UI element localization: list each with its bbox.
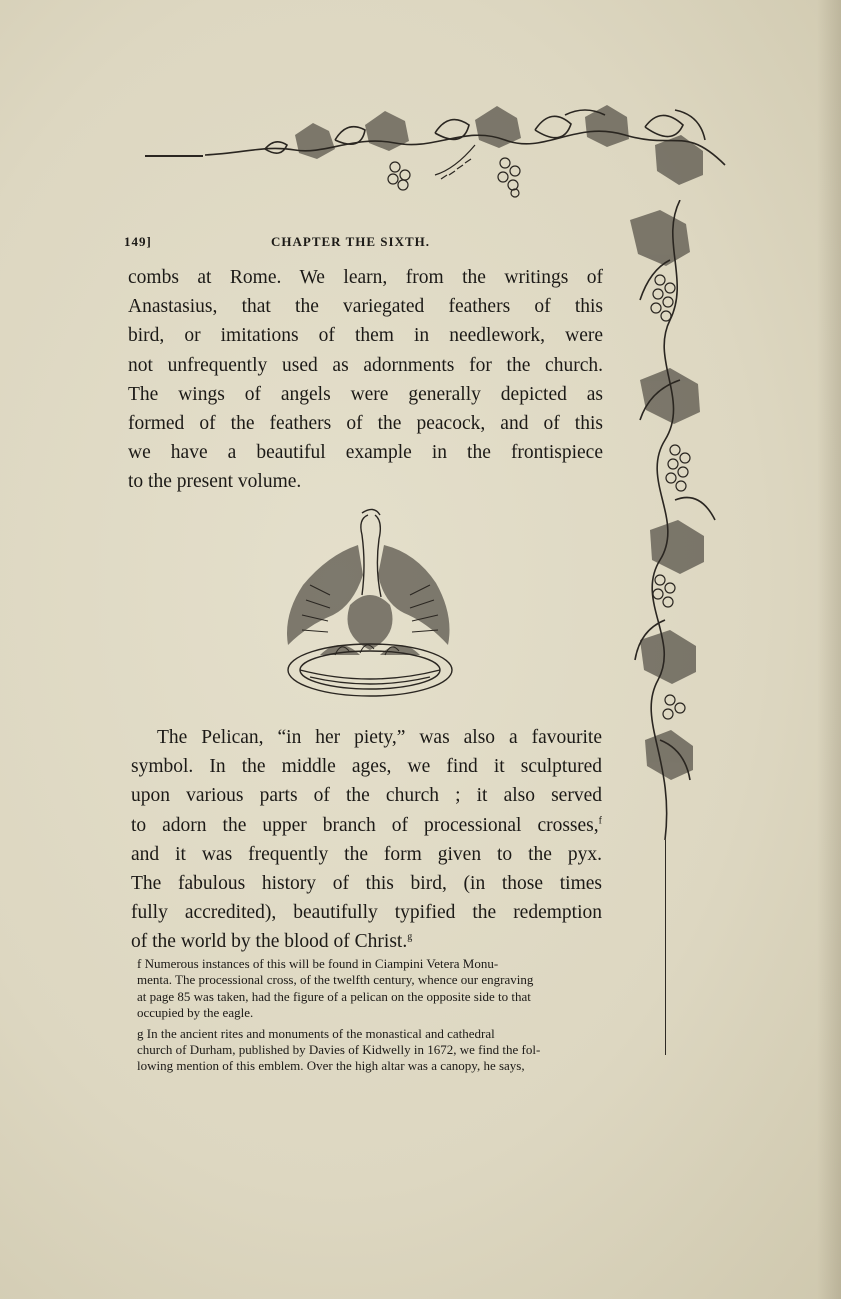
chapter-title: CHAPTER THE SIXTH. — [271, 234, 430, 249]
footnote-line: occupied by the eagle. — [137, 1005, 254, 1021]
footnote-line: f Numerous instances of this will be found in Ciampini Vetera Monu- — [137, 956, 499, 971]
text-line: we have a beautiful example in the frontispiece — [128, 442, 603, 464]
page-number: 149] — [124, 234, 152, 249]
footnote-line: at page 85 was taken, had the figure of a pelican on the opposite side to that — [137, 988, 531, 1004]
footnote-mark-f: f — [598, 815, 602, 827]
text-line: upon various parts of the church ; it also served — [131, 785, 602, 807]
text-line: The fabulous history of this bird, (in those times — [131, 873, 602, 895]
text-segment: of the world by the blood of Christ. — [131, 931, 408, 953]
side-rule — [665, 840, 666, 1055]
footnotes — [137, 956, 602, 1075]
text-line: combs at Rome. We learn, from the writings of — [128, 267, 603, 288]
text-line: formed of the feathers of the peacock, and of this — [128, 413, 603, 435]
text-line: The wings of angels were generally depicted as — [128, 383, 603, 405]
footnote-line: lowing mention of this emblem. Over the high altar was a canopy, he says, — [137, 1058, 525, 1074]
text-line: to the present volume. — [128, 471, 302, 493]
text-line — [131, 927, 602, 956]
running-head — [124, 234, 594, 254]
text-line — [131, 811, 602, 840]
paragraph-peacock — [128, 263, 603, 497]
pelican-in-her-piety-icon — [280, 505, 460, 705]
grapevine-side-border-icon — [620, 200, 730, 840]
text-line: fully accredited), beautifully typified the redemption — [131, 902, 602, 924]
footnote-mark-g: g — [407, 931, 413, 943]
text-line: Anastasius, that the variegated feathers of this — [128, 296, 603, 318]
footnote-line: menta. The processional cross, of the twelfth century, whence our engraving — [137, 972, 534, 988]
footnote-line: church of Durham, published by Davies of Kidwelly in 1672, we find the fol- — [137, 1042, 541, 1058]
page-edge-shadow — [817, 0, 841, 1299]
header-rule — [145, 155, 203, 157]
text-line: not unfrequently used as adornments for the church. — [128, 354, 603, 376]
paragraph-pelican — [131, 723, 602, 957]
text-line: bird, or imitations of them in needlework, were — [128, 325, 603, 347]
footnote-line: g In the ancient rites and monuments of the monastical and cathedral — [137, 1025, 495, 1041]
text-segment: to adorn the upper branch of processional crosses, — [131, 814, 599, 836]
text-line: symbol. In the middle ages, we find it sculptured — [131, 756, 602, 778]
text-line: and it was frequently the form given to the pyx. — [131, 843, 602, 865]
text-line: The Pelican, “in her piety,” was also a favourite — [157, 727, 602, 748]
